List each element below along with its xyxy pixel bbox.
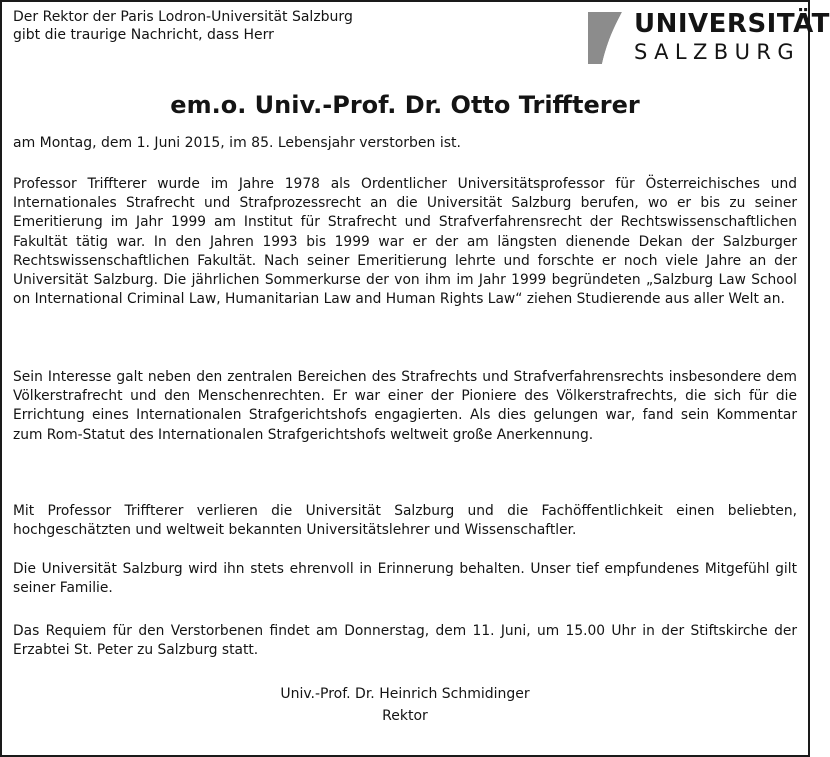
logo-mark-icon	[588, 12, 628, 64]
intro-line-2: gibt die traurige Nachricht, dass Herr	[13, 27, 274, 43]
intro-line-1: Der Rektor der Paris Lodron-Universität Salzburg	[13, 9, 353, 25]
university-logo	[588, 9, 830, 66]
paragraph-career: Professor Triffterer wurde im Jahre 1978 als Ordentlicher Universitätsprofessor für Österreichisches und Internationales Strafrecht und Strafprozessrecht an die Universität Salzburg berufen, wo er bis zu seiner Emeritierung im Jahr 1999 am Institut für Strafrecht und Strafverfahrensrecht der Rechtswissenschaftlichen Fakultät tätig war. In den Jahren 1993 bis 1999 war er der am längsten dienende Dekan der Salzburger Rechtswissenschaftlichen Fakultät. Nach seiner Emeritierung lehrte und forschte er noch viele Jahre an der Universität Salzburg. Die jährlichen Sommerkurse der von ihm im Jahr 1999 begründeten „Salzburg Law School on International Criminal Law, Humanitarian Law and Human Rights Law“ ziehen Studierende aus aller Welt an.	[13, 176, 797, 308]
logo-word-salzburg: SALZBURG	[634, 40, 801, 64]
paragraph-loss: Mit Professor Triffterer verlieren die Universität Salzburg und die Fachöffentlichkeit einen beliebten, hochgeschätzten und weltweit bekannten Universitätslehrer und Wissenschaftler.	[13, 503, 797, 539]
signature-name: Univ.-Prof. Dr. Heinrich Schmidinger	[280, 686, 530, 702]
paragraph-condolence: Die Universität Salzburg wird ihn stets ehrenvoll in Erinnerung behalten. Unser tief empfundenes Mitgefühl gilt seiner Familie.	[13, 561, 797, 597]
signature-title: Rektor	[382, 708, 428, 724]
logo-word-universitaet: UNIVERSITÄT	[634, 9, 830, 39]
paragraph-requiem: Das Requiem für den Verstorbenen findet am Donnerstag, dem 11. Juni, um 15.00 Uhr in der Stiftskirche der Erzabtei St. Peter zu Salzburg statt.	[13, 623, 797, 659]
death-date-line: am Montag, dem 1. Juni 2015, im 85. Lebensjahr verstorben ist.	[13, 135, 461, 151]
intro-text	[13, 8, 353, 44]
paragraph-research: Sein Interesse galt neben den zentralen Bereichen des Strafrechts und Strafverfahrensrechts insbesondere dem Völkerstrafrecht und den Menschenrechten. Er war einer der Pioniere des Völkerstrafrechts, die sich für die Errichtung eines Internationalen Strafgerichtshofs engagierten. Als dies gelungen war, fand sein Kommentar zum Rom-Statut des Internationalen Strafgerichtshofs weltweit große Anerkennung.	[13, 369, 797, 443]
deceased-name: em.o. Univ.-Prof. Dr. Otto Triffterer	[170, 91, 640, 119]
